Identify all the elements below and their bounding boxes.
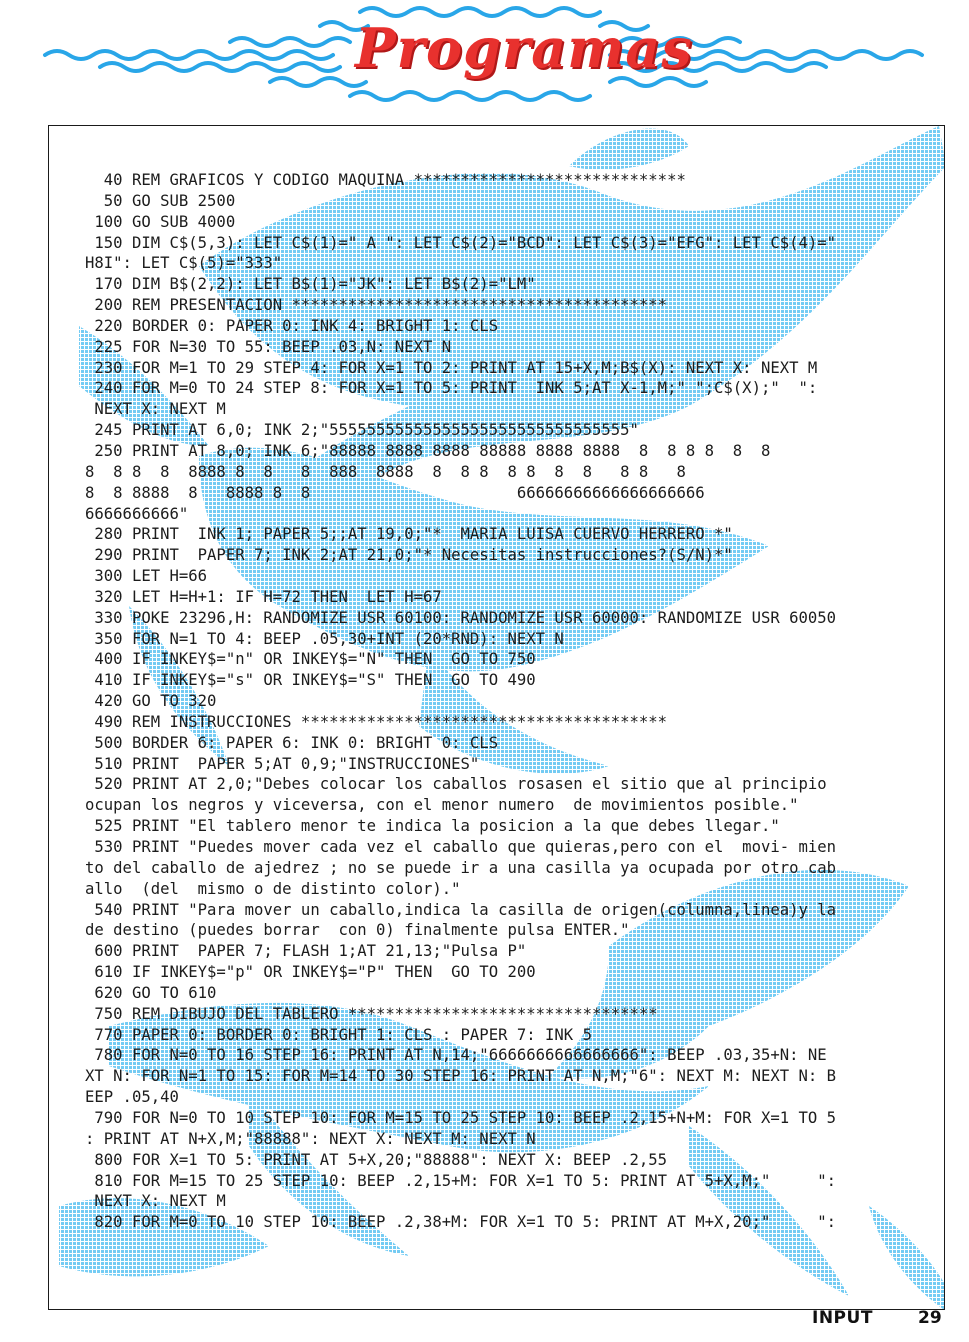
code-line: 8 8 8888 8 8888 8 8 66666666666666666666 — [85, 483, 705, 502]
page-header — [0, 0, 969, 110]
code-line: 100 GO SUB 4000 — [85, 212, 236, 231]
code-line: XT N: FOR N=1 TO 15: FOR M=14 TO 30 STEP 16: PRINT AT N,M;"6": NEXT M: NEXT N: B — [85, 1067, 837, 1086]
code-line: 770 PAPER 0: BORDER 0: BRIGHT 1: CLS : PAPER 7: INK 5 — [85, 1025, 592, 1044]
section-title: Programas — [355, 16, 693, 80]
code-line: 225 FOR N=30 TO 55: BEEP .03,N: NEXT N — [85, 337, 452, 356]
code-line: 200 REM PRESENTACION **************************************** — [85, 296, 668, 315]
page-number: 29 — [918, 1308, 942, 1328]
code-line: : PRINT AT N+X,M;"88888": NEXT X: NEXT M: NEXT N — [85, 1129, 536, 1148]
code-line: 500 BORDER 6: PAPER 6: INK 0: BRIGHT 0: CLS — [85, 733, 499, 752]
code-line: 490 REM INSTRUCCIONES *************************************** — [85, 712, 668, 731]
code-line: NEXT X: NEXT M — [85, 1192, 226, 1211]
code-line: 520 PRINT AT 2,0;"Debes colocar los caballos rosasen el sitio que al principio — [85, 775, 827, 794]
code-line: 290 PRINT PAPER 7; INK 2;AT 21,0;"* Necesitas instrucciones?(S/N)*" — [85, 546, 733, 565]
code-line: NEXT X: NEXT M — [85, 400, 226, 419]
code-line: 170 DIM B$(2,2): LET B$(1)="JK": LET B$(2)="LM" — [85, 275, 536, 294]
code-line: de destino (puedes borrar con 0) finalmente pulsa ENTER." — [85, 921, 630, 940]
code-line: 250 PRINT AT 8,0; INK 6;"88888 8888 8888 88888 8888 8888 8 8 8 8 8 8 — [85, 441, 771, 460]
code-line: 320 LET H=H+1: IF H=72 THEN LET H=67 — [85, 587, 442, 606]
code-line: to del caballo de ajedrez ; no se puede ir a una casilla ya ocupada por otro cab — [85, 858, 837, 877]
code-line: 810 FOR M=15 TO 25 STEP 10: BEEP .2,15+M: FOR X=1 TO 5: PRINT AT 5+X,M;" ": — [85, 1171, 837, 1190]
code-line: 280 PRINT INK 1; PAPER 5;;AT 19,0;"* MARIA LUISA CUERVO HERRERO *" — [85, 525, 733, 544]
code-line: 350 FOR N=1 TO 4: BEEP .05,30+INT (20*RND): NEXT N — [85, 629, 564, 648]
code-line: 40 REM GRAFICOS Y CODIGO MAQUINA ***************************** — [85, 171, 686, 189]
code-line: 6666666666" — [85, 504, 189, 523]
code-line: 220 BORDER 0: PAPER 0: INK 4: BRIGHT 1: CLS — [85, 316, 499, 335]
code-line: 245 PRINT AT 6,0; INK 2;"55555555555555555555555555555555" — [85, 421, 639, 440]
code-line: 240 FOR M=0 TO 24 STEP 8: FOR X=1 TO 5: PRINT INK 5;AT X-1,M;" ";C$(X);" ": — [85, 379, 818, 398]
code-line: 750 REM DIBUJO DEL TABLERO ********************************* — [85, 1004, 658, 1023]
code-line: 820 FOR M=0 TO 10 STEP 10: BEEP .2,38+M: FOR X=1 TO 5: PRINT AT M+X,20;" ": — [85, 1213, 837, 1232]
code-line: ocupan los negros y viceversa, con el menor numero de movimientos posible." — [85, 796, 799, 815]
code-line: 610 IF INKEY$="p" OR INKEY$="P" THEN GO TO 200 — [85, 963, 536, 982]
magazine-brand: INPUT — [812, 1308, 873, 1328]
code-line: 525 PRINT "El tablero menor te indica la posicion a la que debes llegar." — [85, 817, 780, 836]
code-line: 50 GO SUB 2500 — [85, 191, 236, 210]
code-line: 600 PRINT PAPER 7; FLASH 1;AT 21,13;"Pulsa P" — [85, 942, 527, 961]
code-line: 300 LET H=66 — [85, 567, 208, 586]
code-line: EEP .05,40 — [85, 1088, 179, 1107]
code-line: 620 GO TO 610 — [85, 983, 217, 1002]
code-line: 150 DIM C$(5,3): LET C$(1)=" A ": LET C$(2)="BCD": LET C$(3)="EFG": LET C$(4)=" — [85, 233, 837, 252]
code-line: 400 IF INKEY$="n" OR INKEY$="N" THEN GO TO 750 — [85, 650, 536, 669]
code-line: 410 IF INKEY$="s" OR INKEY$="S" THEN GO TO 490 — [85, 671, 536, 690]
code-line: 230 FOR M=1 TO 29 STEP 4: FOR X=1 TO 2: PRINT AT 15+X,M;B$(X): NEXT X: NEXT M — [85, 358, 818, 377]
basic-program-listing — [85, 170, 935, 1233]
code-line: 330 POKE 23296,H: RANDOMIZE USR 60100: RANDOMIZE USR 60000: RANDOMIZE USR 60050 — [85, 608, 837, 627]
code-line: allo (del mismo o de distinto color)." — [85, 879, 461, 898]
code-line: 800 FOR X=1 TO 5: PRINT AT 5+X,20;"88888": NEXT X: BEEP .2,55 — [85, 1150, 668, 1169]
code-line: H8I": LET C$(5)="333" — [85, 254, 283, 273]
code-line: 790 FOR N=0 TO 10 STEP 10: FOR M=15 TO 25 STEP 10: BEEP .2,15+N+M: FOR X=1 TO 5 — [85, 1108, 837, 1127]
code-line: 530 PRINT "Puedes mover cada vez el caballo que quieras,pero con el movi- mien — [85, 838, 837, 856]
code-line: 420 GO TO 320 — [85, 692, 217, 711]
code-line: 780 FOR N=0 TO 16 STEP 16: PRINT AT N,14;"6666666666666666": BEEP .03,35+N: NE — [85, 1046, 827, 1065]
code-line: 510 PRINT PAPER 5;AT 0,9;"INSTRUCCIONES" — [85, 754, 480, 773]
code-line: 540 PRINT "Para mover un caballo,indica la casilla de origen(columna,linea)y la — [85, 900, 837, 919]
code-line: 8 8 8 8 8888 8 8 8 888 8888 8 8 8 8 8 8 8 8 8 8 — [85, 462, 686, 481]
listing-frame — [48, 125, 945, 1310]
